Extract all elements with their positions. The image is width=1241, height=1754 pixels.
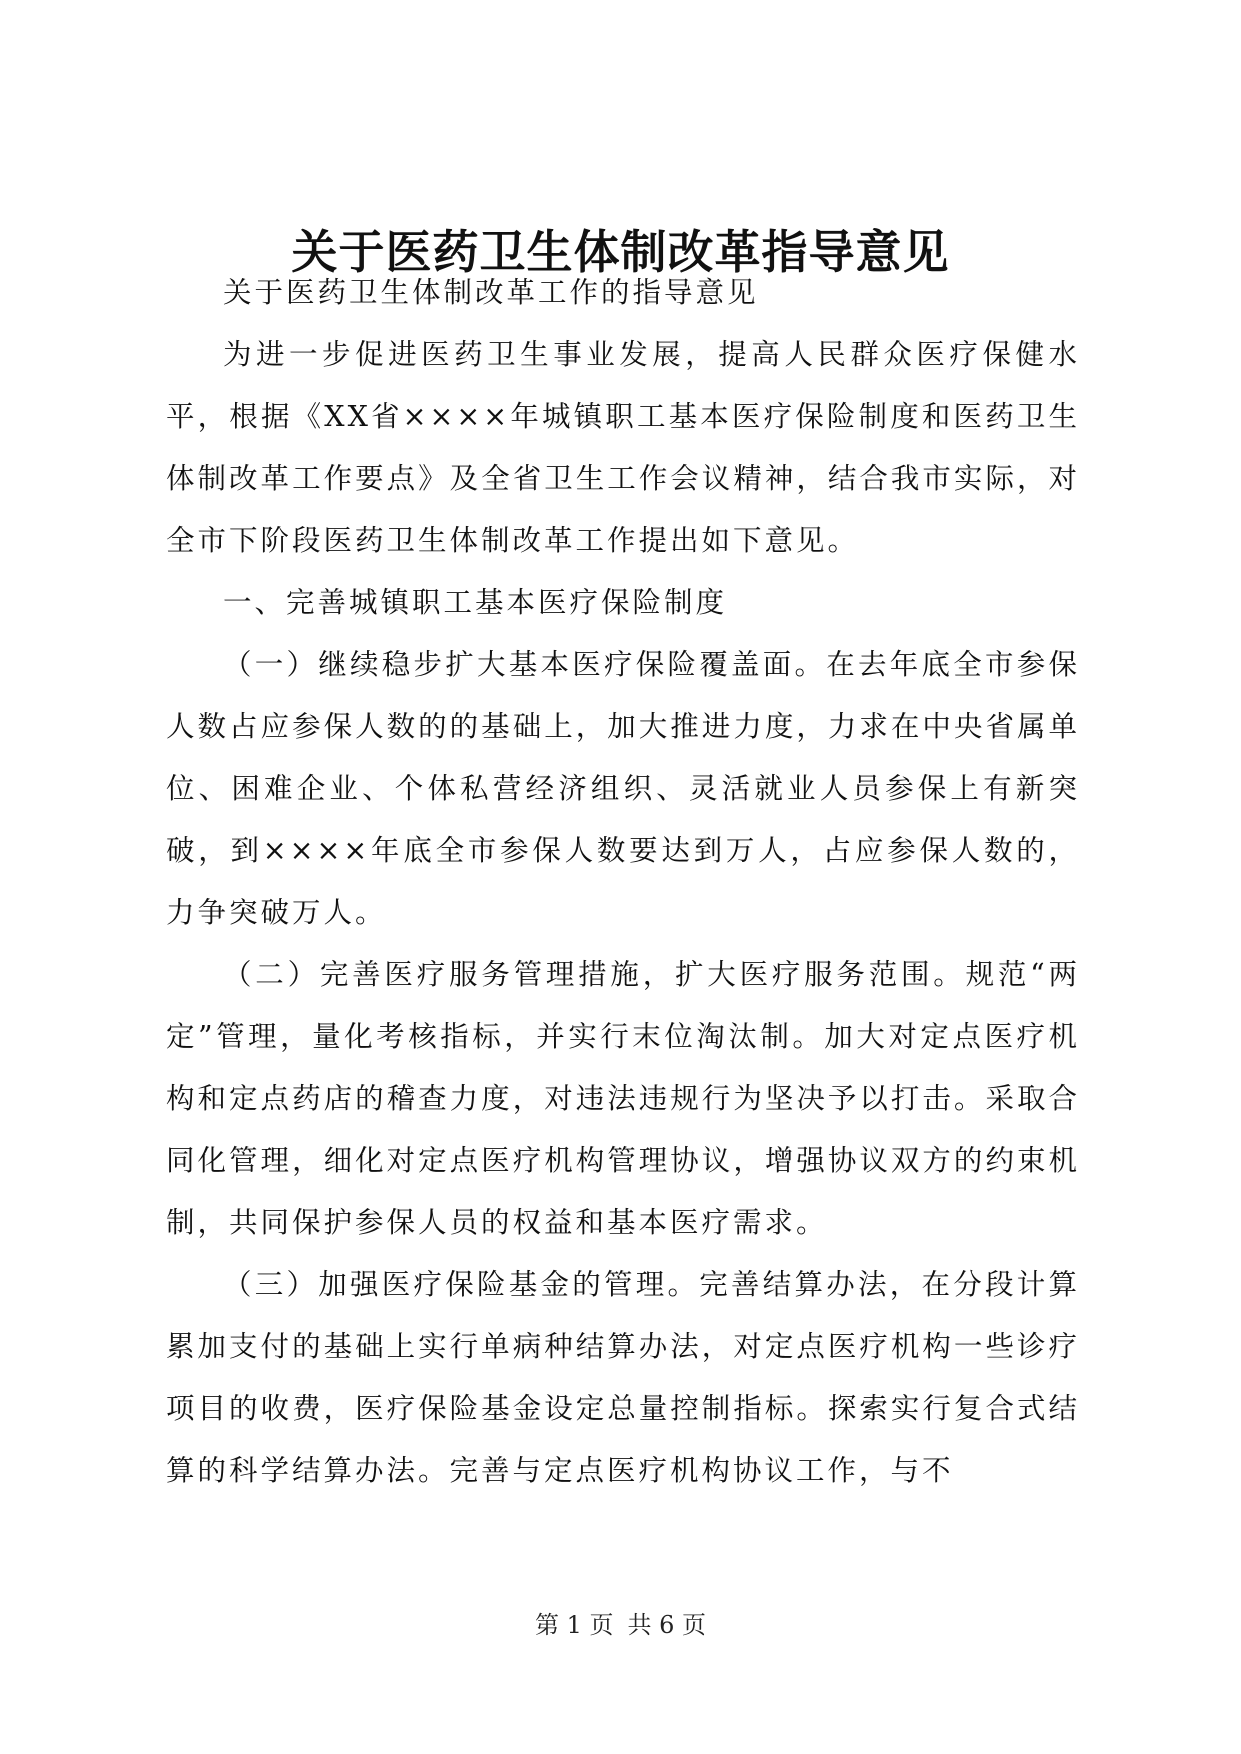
paragraph-intro: 为进一步促进医药卫生事业发展，提高人民群众医疗保健水平，根据《XX省××××年城镇职工基本医疗保险制度和医药卫生体制改革工作要点》及全省卫生工作会议精神，结合我市实际，对全市下阶段医药卫生体制改革工作提出如下意见。 [166,338,1080,557]
page-footer [0,1610,1241,1640]
document-title: 关于医药卫生体制改革指导意见 [291,225,950,279]
paragraph-item-1: （一）继续稳步扩大基本医疗保险覆盖面。在去年底全市参保人数占应参保人数的的基础上，加大推进力度，力求在中央省属单位、困难企业、个体私营经济组织、灵活就业人员参保上有新突破，到××××年底全市参保人数要达到万人，占应参保人数的，力争突破万人。 [166,648,1080,929]
page-total: 共 6 页 [627,1611,707,1639]
page-number: 第 1 页 [534,1611,614,1639]
paragraph-subtitle: 关于医药卫生体制改革工作的指导意见 [223,276,759,309]
document-body [166,262,1080,1502]
section-heading-1: 一、完善城镇职工基本医疗保险制度 [223,586,728,619]
paragraph-item-3: （三）加强医疗保险基金的管理。完善结算办法，在分段计算累加支付的基础上实行单病种结算办法，对定点医疗机构一些诊疗项目的收费，医疗保险基金设定总量控制指标。探索实行复合式结算的科学结算办法。完善与定点医疗机构协议工作，与不 [166,1268,1080,1487]
paragraph-item-2: （二）完善医疗服务管理措施，扩大医疗服务范围。规范“两定”管理，量化考核指标，并实行末位淘汰制。加大对定点医疗机构和定点药店的稽查力度，对违法违规行为坚决予以打击。采取合同化管理，细化对定点医疗机构管理协议，增强协议双方的约束机制，共同保护参保人员的权益和基本医疗需求。 [166,958,1080,1239]
